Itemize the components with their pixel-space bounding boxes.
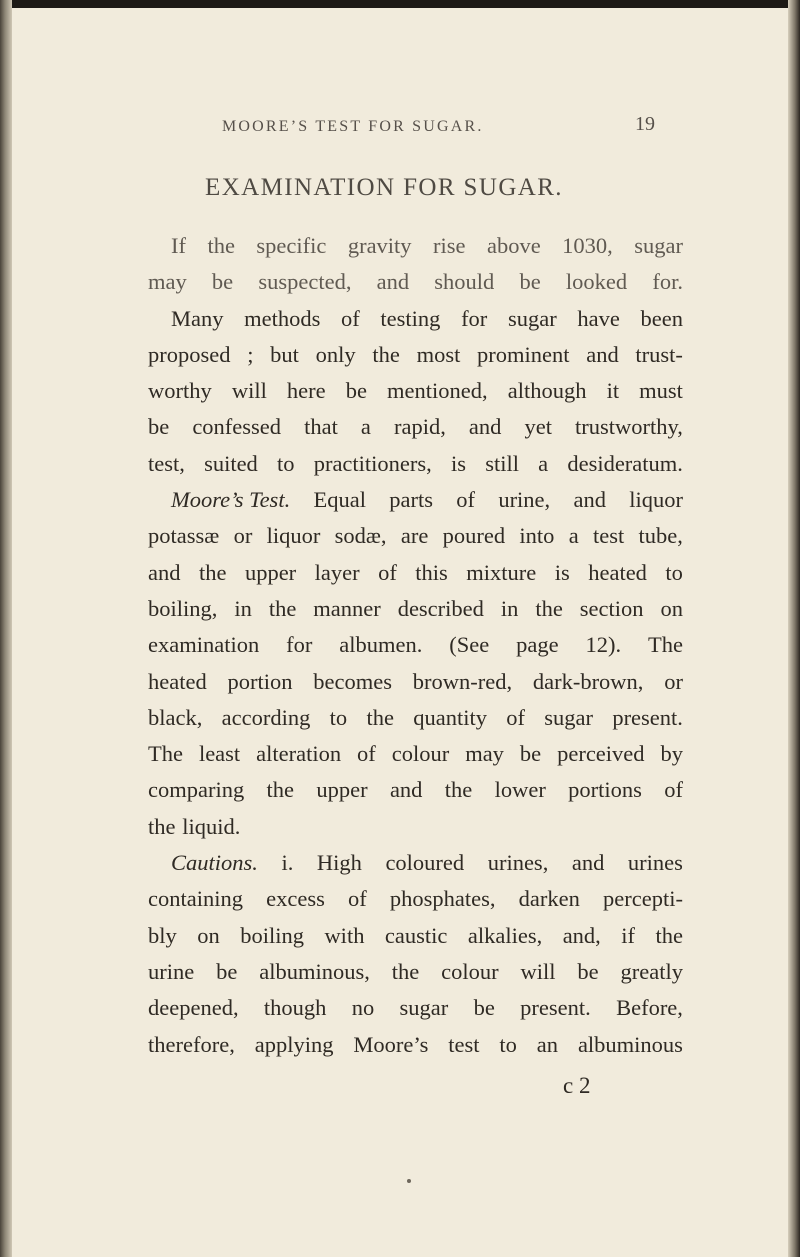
word: will — [231, 378, 267, 404]
word: practitioners, — [313, 450, 432, 476]
word: greatly — [620, 958, 683, 984]
word: caustic — [384, 922, 448, 948]
word: the — [444, 777, 473, 803]
word: suspected, — [258, 269, 352, 295]
word: though — [263, 995, 327, 1021]
word: gravity — [347, 233, 412, 258]
word: colour — [391, 741, 450, 767]
word: page — [516, 632, 559, 658]
word: be — [216, 958, 238, 984]
word: of — [378, 559, 397, 585]
text-line — [148, 881, 683, 917]
word: still — [485, 450, 519, 476]
word: on — [660, 595, 683, 621]
word: to — [499, 1031, 517, 1057]
word: and — [571, 850, 605, 876]
word: and — [468, 414, 502, 440]
word: and — [376, 269, 410, 295]
word: urines — [627, 850, 683, 876]
page-number: 19 — [635, 113, 655, 135]
word: brown-red, — [412, 668, 513, 694]
text-line — [148, 772, 683, 808]
text-line — [148, 990, 683, 1026]
word: Equal — [313, 487, 366, 513]
text-line — [148, 954, 683, 990]
word: be — [519, 741, 542, 767]
word: urines, — [487, 850, 549, 876]
word: portion — [227, 668, 293, 694]
word: The — [148, 741, 183, 767]
word: and — [586, 341, 619, 367]
word: this — [415, 559, 448, 585]
text-line — [148, 264, 683, 300]
word: heated — [588, 559, 647, 585]
word: trust- — [635, 341, 683, 367]
word: with — [324, 922, 365, 948]
word: are — [400, 523, 429, 549]
word: deepened, — [148, 995, 239, 1021]
text-line — [148, 700, 683, 736]
word: the — [372, 341, 400, 367]
word: here — [286, 378, 326, 404]
word: sugar — [634, 233, 683, 258]
word: percepti- — [603, 886, 683, 912]
text-line — [148, 482, 683, 518]
word: to — [665, 559, 683, 585]
word: examination — [148, 632, 260, 658]
word: that — [304, 414, 338, 440]
word: confessed — [192, 414, 282, 440]
word: it — [606, 378, 620, 404]
page-right-edge — [788, 0, 800, 1257]
word: albuminous, — [259, 958, 370, 984]
word: and, — [562, 922, 601, 948]
text-line — [148, 736, 683, 772]
word: black, — [148, 704, 203, 730]
word: above — [486, 233, 541, 258]
word: the — [198, 559, 227, 585]
word: poured — [442, 523, 506, 549]
word: desideratum. — [567, 450, 683, 476]
word: darken — [518, 886, 580, 912]
word: If — [171, 233, 186, 258]
word: liquid. — [182, 813, 241, 839]
signature-mark: c 2 — [563, 1073, 591, 1098]
text-line — [148, 591, 683, 627]
word: potassæ — [148, 523, 220, 549]
word: High — [316, 850, 362, 876]
word: alteration — [256, 741, 342, 767]
word: excess — [266, 886, 325, 912]
word: suited — [204, 450, 258, 476]
word: manner — [313, 595, 381, 621]
word: liquor — [629, 487, 683, 513]
word: for — [286, 632, 313, 658]
word: therefore, — [148, 1031, 235, 1057]
word: Moore’s — [353, 1031, 429, 1057]
word: of — [506, 704, 525, 730]
text-line — [148, 301, 683, 337]
word: but — [270, 341, 299, 367]
word: heated — [148, 668, 207, 694]
text-line — [148, 809, 683, 845]
word: the — [266, 777, 295, 803]
word: mixture — [466, 559, 537, 585]
word: yet — [524, 414, 552, 440]
word: sugar — [399, 995, 449, 1021]
word: quantity — [413, 704, 487, 730]
word: ; — [247, 341, 254, 367]
word: to — [329, 704, 348, 730]
text-line — [148, 446, 683, 482]
word: albuminous — [577, 1031, 683, 1057]
word: section — [579, 595, 644, 621]
word: be — [519, 269, 541, 295]
word: will — [520, 958, 556, 984]
italic-lead-in: Moore’s Test. — [171, 487, 291, 513]
text-line — [148, 518, 683, 554]
word: of — [348, 886, 367, 912]
word: is — [554, 559, 570, 585]
word: mentioned, — [387, 378, 488, 404]
word: upper — [316, 777, 368, 803]
word: or — [664, 668, 683, 694]
word: be — [148, 414, 170, 440]
word: prominent — [477, 341, 570, 367]
text-line — [148, 337, 683, 373]
word: rapid, — [393, 414, 446, 440]
word: testing — [380, 305, 441, 331]
word: methods — [244, 305, 321, 331]
word: 1030, — [562, 233, 613, 258]
word: to — [277, 450, 295, 476]
word: into — [519, 523, 555, 549]
section-title: EXAMINATION FOR SUGAR. — [205, 174, 563, 201]
word: comparing — [148, 777, 245, 803]
word: may — [148, 269, 187, 295]
word: the — [207, 233, 235, 258]
word: on — [197, 922, 220, 948]
word: portions — [568, 777, 642, 803]
word: of — [456, 487, 476, 513]
word: test — [593, 523, 625, 549]
word: The — [648, 632, 683, 658]
body-text — [148, 228, 683, 1063]
word: (See — [449, 632, 490, 658]
text-line — [148, 845, 683, 881]
word: albumen. — [339, 632, 423, 658]
text-line — [148, 918, 683, 954]
text-line — [148, 627, 683, 663]
word: and — [389, 777, 423, 803]
text-line — [148, 664, 683, 700]
italic-lead-in: Cautions. — [171, 850, 258, 876]
word: a — [538, 450, 549, 476]
word: containing — [148, 886, 243, 912]
word: specific — [256, 233, 327, 258]
word: sugar — [507, 305, 557, 331]
word: looked — [565, 269, 628, 295]
word: Many — [171, 305, 224, 331]
word: in — [500, 595, 519, 621]
word: coloured — [385, 850, 465, 876]
word: the — [391, 958, 420, 984]
word: the — [655, 922, 683, 948]
word: the — [535, 595, 563, 621]
word: may — [465, 741, 504, 767]
word: according — [221, 704, 311, 730]
word: colour — [441, 958, 499, 984]
word: 12). — [585, 632, 622, 658]
word: liquor — [266, 523, 321, 549]
word: the — [366, 704, 394, 730]
word: if — [621, 922, 636, 948]
word: an — [536, 1031, 559, 1057]
word: only — [315, 341, 356, 367]
word: bly — [148, 922, 177, 948]
text-line — [148, 1027, 683, 1063]
word: is — [450, 450, 466, 476]
word: and — [573, 487, 606, 513]
word: the — [148, 813, 176, 839]
word: becomes — [313, 668, 392, 694]
word: of — [664, 777, 683, 803]
word: test — [448, 1031, 480, 1057]
word: Before, — [616, 995, 683, 1021]
word: or — [233, 523, 253, 549]
word: dark-brown, — [532, 668, 644, 694]
text-line — [148, 228, 683, 264]
word: parts — [389, 487, 433, 513]
word: in — [234, 595, 252, 621]
word: boiling, — [148, 595, 218, 621]
word: been — [640, 305, 683, 331]
word: a — [568, 523, 579, 549]
word: present. — [520, 995, 591, 1021]
word: no — [351, 995, 375, 1021]
word: by — [660, 741, 683, 767]
text-line — [148, 373, 683, 409]
word: the — [268, 595, 297, 621]
word: be — [211, 269, 234, 295]
word: although — [507, 378, 587, 404]
word: and — [148, 559, 181, 585]
word: layer — [314, 559, 360, 585]
word: alkalies, — [467, 922, 543, 948]
word: upper — [244, 559, 297, 585]
word: have — [577, 305, 620, 331]
word: most — [416, 341, 461, 367]
paper-speck — [407, 1179, 411, 1183]
word: must — [639, 378, 683, 404]
word: rise — [433, 233, 466, 258]
word: worthy — [148, 378, 212, 404]
word: be — [577, 958, 599, 984]
word: should — [434, 269, 495, 295]
word: of — [341, 305, 360, 331]
word: be — [345, 378, 367, 404]
word: sodæ, — [334, 523, 387, 549]
word: perceived — [557, 741, 645, 767]
word: of — [357, 741, 376, 767]
word: phosphates, — [389, 886, 496, 912]
word: boiling — [240, 922, 304, 948]
word: trustworthy, — [575, 414, 683, 440]
word: urine, — [498, 487, 551, 513]
word: urine — [148, 958, 195, 984]
word: sugar — [544, 704, 594, 730]
word: applying — [254, 1031, 334, 1057]
word: i. — [281, 850, 294, 876]
word: lower — [494, 777, 546, 803]
word: described — [397, 595, 484, 621]
text-line — [148, 409, 683, 445]
word: for. — [652, 269, 683, 295]
word: a — [360, 414, 371, 440]
word: for — [461, 305, 488, 331]
text-line — [148, 555, 683, 591]
running-head: MOORE’S TEST FOR SUGAR. — [222, 118, 484, 135]
word: least — [198, 741, 241, 767]
word: tube, — [638, 523, 683, 549]
word: present. — [612, 704, 683, 730]
word: be — [473, 995, 495, 1021]
word: test, — [148, 450, 185, 476]
word: proposed — [148, 341, 231, 367]
